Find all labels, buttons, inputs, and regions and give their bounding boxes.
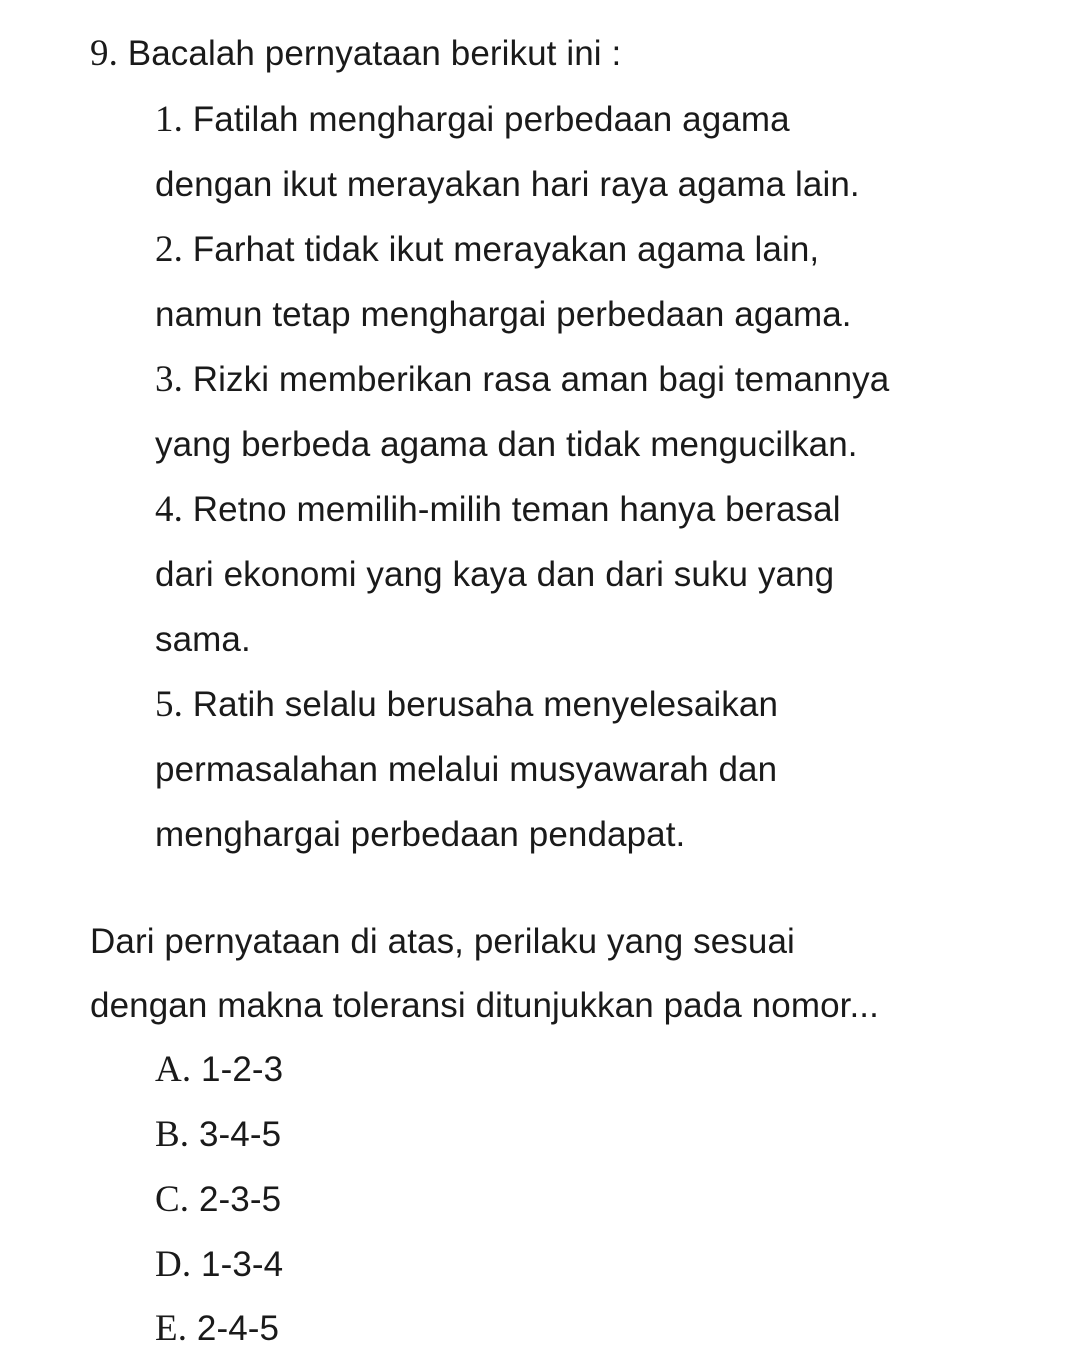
statement-text: Retno memilih-milih teman hanya berasal <box>192 490 841 529</box>
option-c[interactable] <box>155 1180 281 1220</box>
statement-5 <box>155 685 778 725</box>
statement-text: namun tetap menghargai perbedaan agama. <box>155 295 852 334</box>
option-text: 1-3-4 <box>201 1245 284 1284</box>
statement-text: permasalahan melalui musyawarah dan <box>155 750 778 789</box>
statement-2 <box>155 230 819 270</box>
option-letter: D. <box>155 1244 192 1285</box>
option-text: 2-4-5 <box>196 1309 280 1348</box>
option-text: 1-2-3 <box>201 1050 284 1089</box>
question-number: 9. <box>90 33 118 74</box>
option-e[interactable] <box>155 1309 279 1349</box>
statement-1 <box>155 100 790 140</box>
option-a[interactable] <box>155 1050 283 1090</box>
statement-3 <box>155 360 889 400</box>
statement-text: Ratih selalu berusaha menyelesaikan <box>192 685 779 724</box>
option-b[interactable] <box>155 1115 281 1155</box>
statement-text: menghargai perbedaan pendapat. <box>155 815 686 854</box>
option-text: 3-4-5 <box>198 1115 282 1154</box>
option-letter: C. <box>155 1179 190 1220</box>
prompt-line: dengan makna toleransi ditunjukkan pada nomor... <box>90 986 879 1025</box>
statement-text: Fatilah menghargai perbedaan agama <box>192 100 790 139</box>
statement-number: 2. <box>155 229 183 270</box>
question-header <box>90 34 621 74</box>
statement-number: 4. <box>155 489 183 530</box>
statement-number: 3. <box>155 359 183 400</box>
statement-text: sama. <box>155 620 251 659</box>
statement-number: 5. <box>155 684 183 725</box>
statement-text: dari ekonomi yang kaya dan dari suku yang <box>155 555 835 594</box>
option-text: 2-3-5 <box>198 1180 282 1219</box>
option-letter: E. <box>155 1308 188 1349</box>
option-letter: A. <box>155 1049 192 1090</box>
statement-number: 1. <box>155 99 183 140</box>
option-letter: B. <box>155 1114 190 1155</box>
statement-text: yang berbeda agama dan tidak mengucilkan. <box>155 425 858 464</box>
statement-text: dengan ikut merayakan hari raya agama lain. <box>155 165 860 204</box>
prompt-line: Dari pernyataan di atas, perilaku yang sesuai <box>90 922 795 961</box>
statement-text: Rizki memberikan rasa aman bagi temannya <box>192 360 890 399</box>
statement-4 <box>155 490 841 530</box>
question-intro: Bacalah pernyataan berikut ini : <box>127 34 622 73</box>
option-d[interactable] <box>155 1245 283 1285</box>
statement-text: Farhat tidak ikut merayakan agama lain, <box>192 230 820 269</box>
